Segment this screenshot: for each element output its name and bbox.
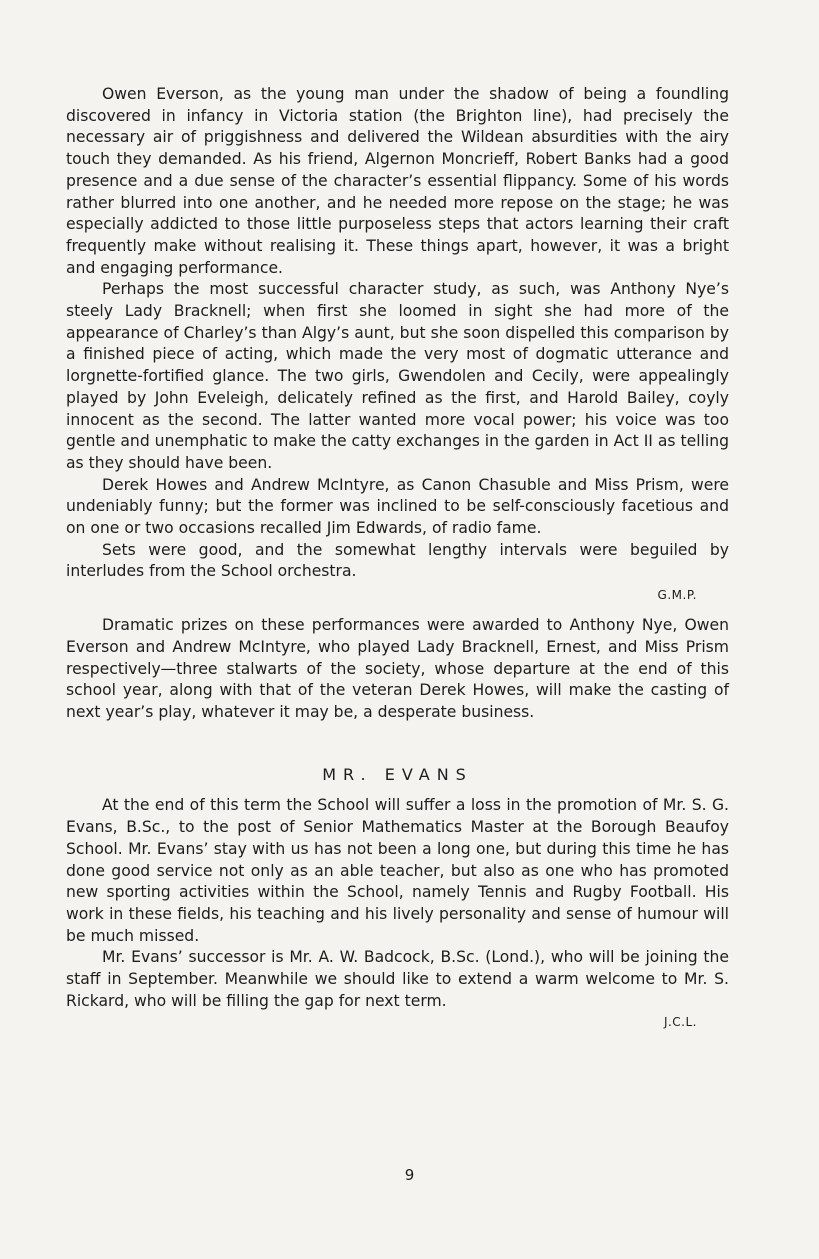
review-signature: G.M.P. (657, 588, 697, 603)
review-paragraph-3: Derek Howes and Andrew McIntyre, as Canon Chasuble and Miss Prism, were undeniably funny; but the former was inclined to be self-consciously facetious and on one or two occasions recalled Jim Edwards, of radio fame. (66, 475, 729, 538)
review-paragraph-2: Perhaps the most successful character study, as such, was Anthony Nye’s steely Lady Bracknell; when first she loomed in sight she had more of the appearance of Charley’s than Algy’s aunt, but she soon dispelled this comparison by a finished piece of acting, which made the very most of dogmatic utterance and lorgnette-fortified glance. The two girls, Gwendolen and Cecily, were appealingly played by John Eveleigh, delicately refined as the first, and Harold Bailey, coyly innocent as the second. The latter wanted more vocal power; his voice was too gentle and unemphatic to make the catty exchanges in the garden in Act II as telling as they should have been. (66, 280, 729, 472)
review-paragraph-1: Owen Everson, as the young man under the shadow of being a foundling discovered in infancy in Victoria station (the Brighton line), had precisely the necessary air of priggishness and delivered the Wildean absurdities with the airy touch they demanded. As his friend, Algernon Moncrieff, Robert Banks had a good presence and a due sense of the character’s essential flippancy. Some of his words rather blurred into one another, and he needed more repose on the stage; he was especially addicted to those little purposeless steps that actors learning their craft frequently make without realising it. These things apart, however, it was a bright and engaging performance. (66, 85, 729, 277)
page-body (66, 84, 729, 1032)
review-paragraph-4: Sets were good, and the somewhat lengthy intervals were beguiled by interludes from the School orchestra. (66, 540, 729, 581)
evans-signature: J.C.L. (663, 1015, 697, 1030)
evans-paragraph-2: Mr. Evans’ successor is Mr. A. W. Badcock, B.Sc. (Lond.), who will be joining the staff in September. Meanwhile we should like to extend a warm welcome to Mr. S. Rickard, who will be filling the gap for next term. (66, 948, 729, 1010)
section-heading-mr-evans: MR. EVANS (322, 764, 473, 784)
prizes-paragraph: Dramatic prizes on these performances were awarded to Anthony Nye, Owen Everson and Andrew McIntyre, who played Lady Bracknell, Ernest, and Miss Prism respectively—three stalwarts of the society, whose departure at the end of this school year, along with that of the veteran Derek Howes, will make the casting of next year’s play, whatever it may be, a desperate business. (66, 616, 729, 721)
page-number: 9 (404, 1166, 415, 1184)
evans-paragraph-1: At the end of this term the School will suffer a loss in the promotion of Mr. S. G. Evans, B.Sc., to the post of Senior Mathematics Master at the Borough Beaufoy School. Mr. Evans’ stay with us has not been a long one, but during this time he has done good service not only as an able teacher, but also as one who has promoted new sporting activities within the School, namely Tennis and Rugby Football. His work in these fields, his teaching and his lively personality and sense of humour will be much missed. (66, 796, 729, 945)
